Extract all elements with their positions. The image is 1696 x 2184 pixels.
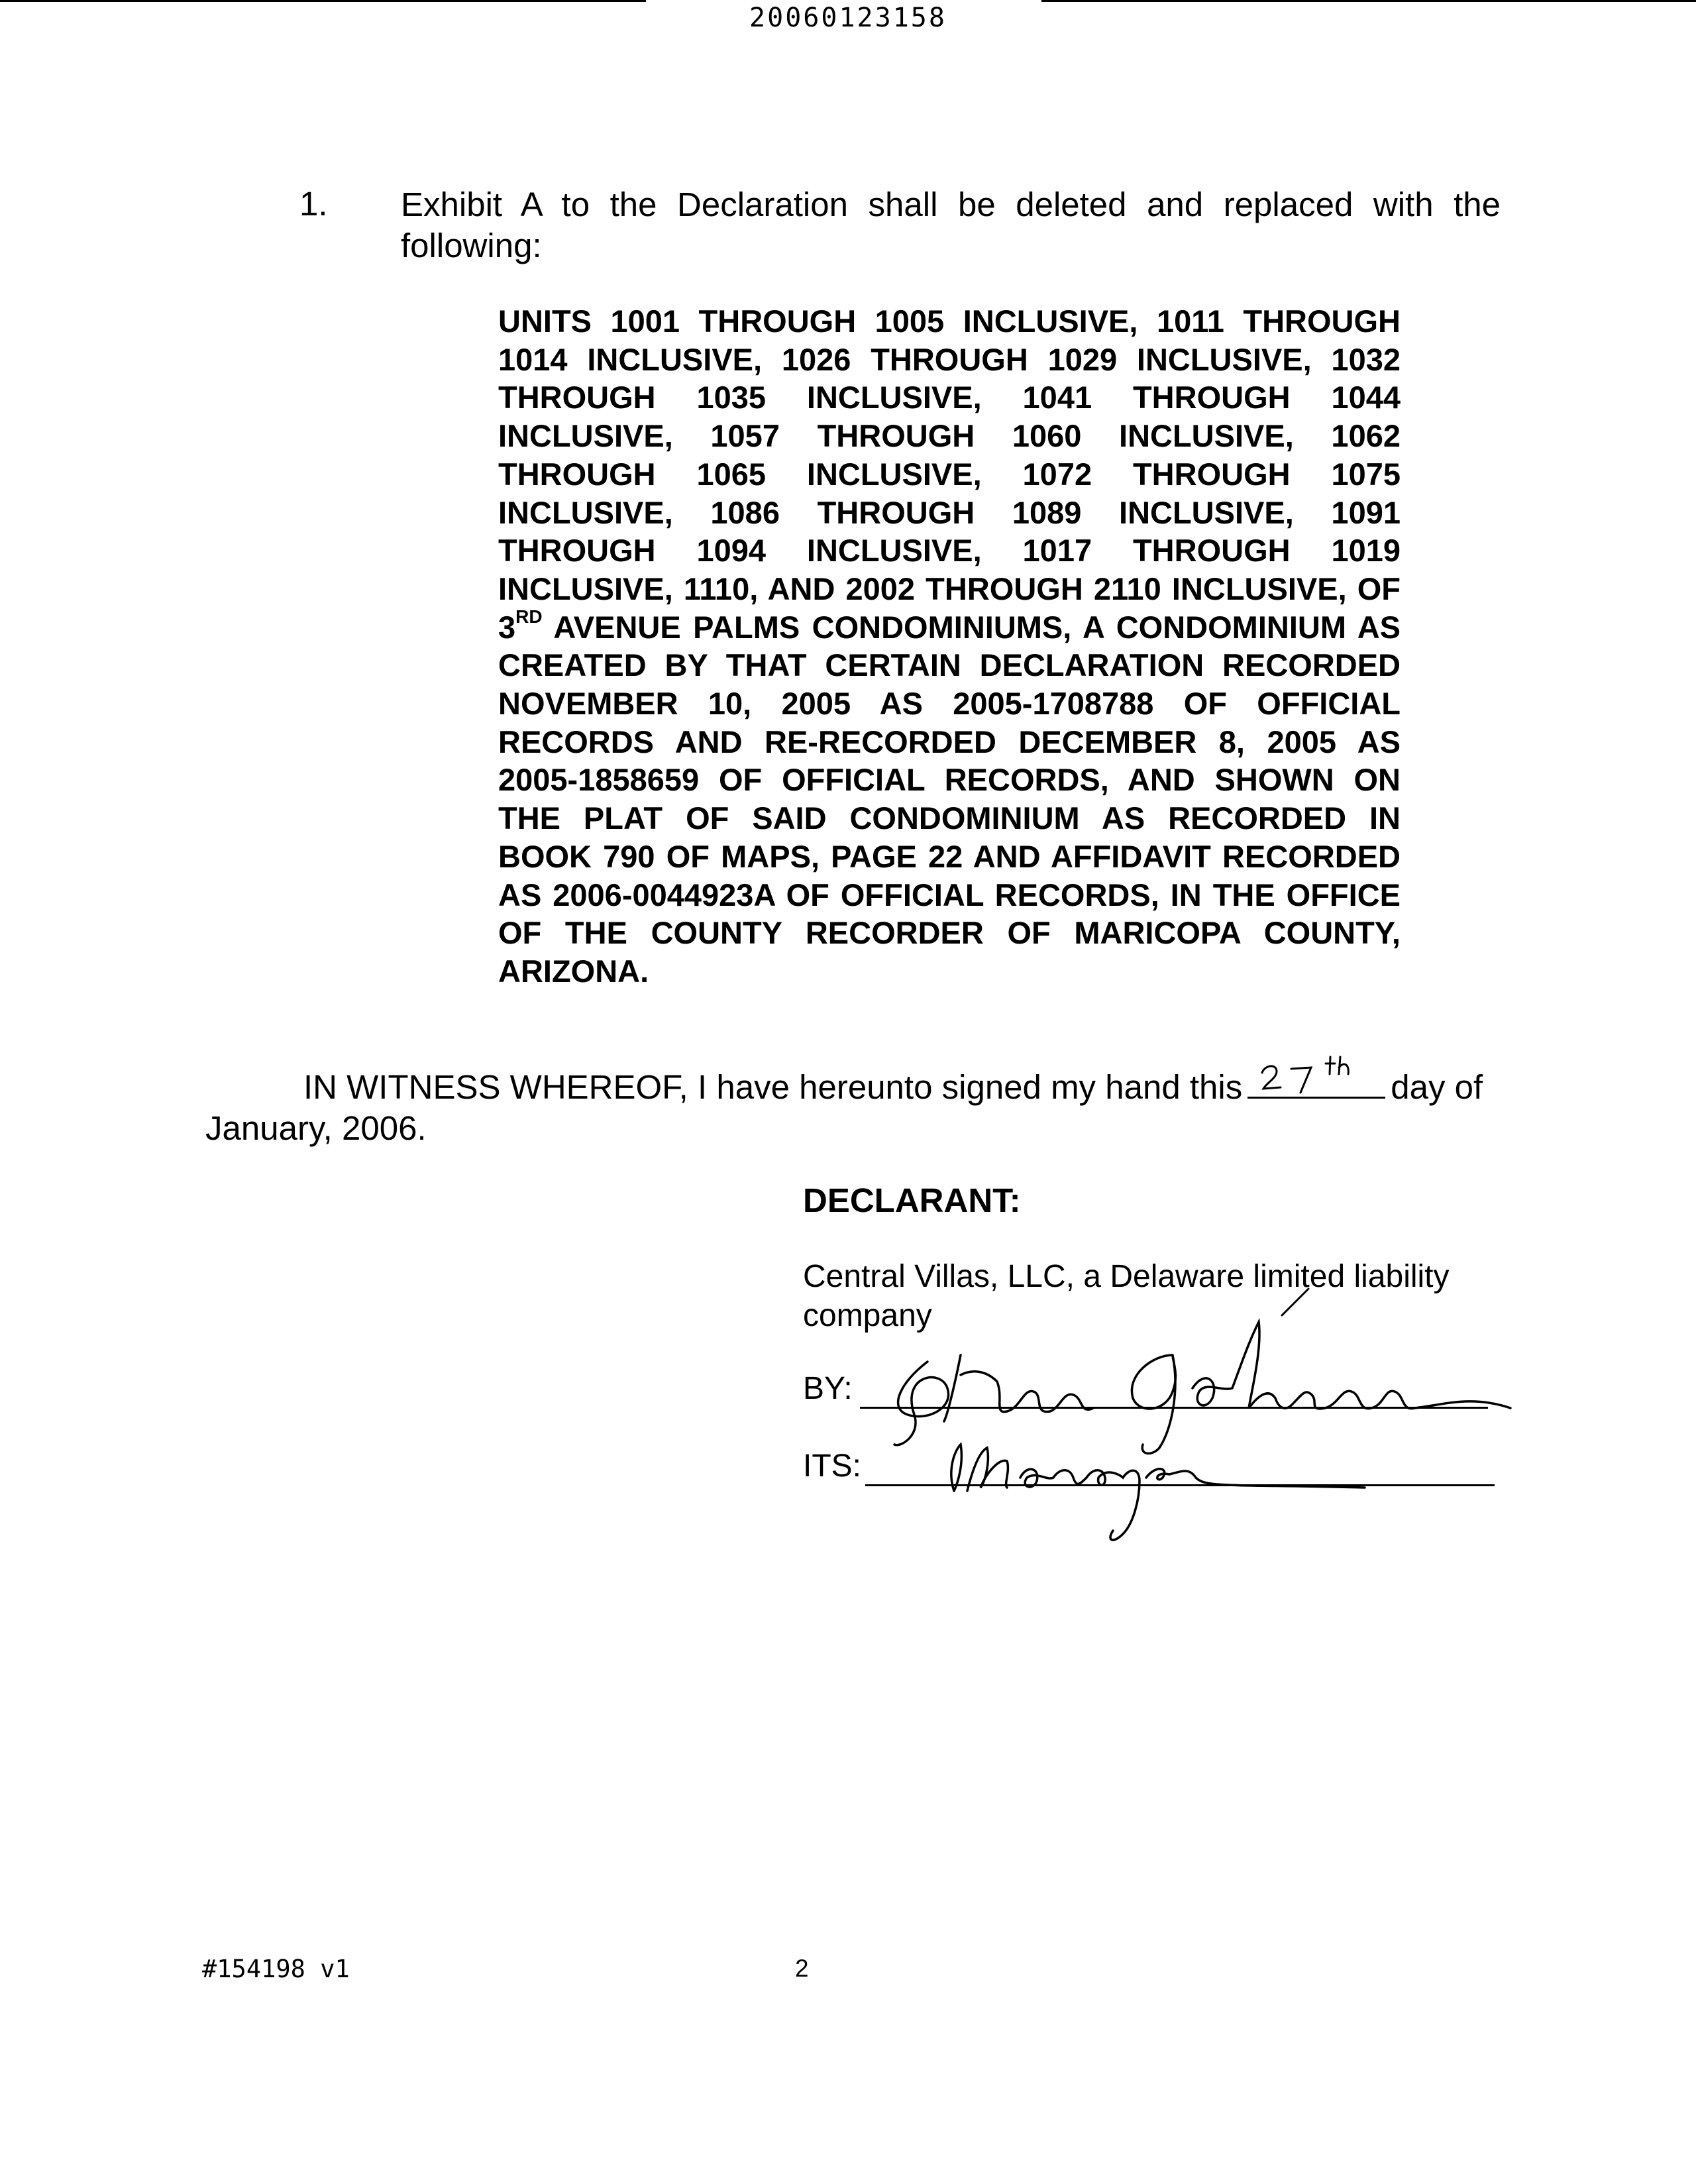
legal-description	[498, 302, 1401, 991]
witness-text-before: IN WITNESS WHEREOF, I have hereunto signed my hand this	[303, 1068, 1243, 1106]
item-intro: Exhibit A to the Declaration shall be deleted and replaced with the following:	[401, 186, 1501, 264]
entity-description: Central Villas, LLC, a Delaware limited liability company	[803, 1259, 1450, 1333]
footer-document-id: #154198 v1	[202, 1955, 350, 1983]
legal-description-part-1: UNITS 1001 THROUGH 1005 INCLUSIVE, 1011 THROUGH 1014 INCLUSIVE, 1026 THROUGH 1029 INCLUSIVE, 1032 THROUGH 1035 INCLUSIVE, 1041 THROUGH 1044 INCLUSIVE, 1057 THROUGH 1060 INCLUSIVE, 1062 THROUGH 1065 INCLUSIVE, 1072 THROUGH 1075 INCLUSIVE, 1086 THROUGH 1089 INCLUSIVE, 1091 THROUGH 1094 INCLUSIVE, 1017 THROUGH 1019 INCLUSIVE, 1110, AND 2002 THROUGH 2110 INCLUSIVE, OF 3	[498, 303, 1401, 645]
witness-clause	[205, 1062, 1504, 1149]
recording-number: 20060123158	[749, 3, 947, 33]
its-label: ITS:	[803, 1448, 862, 1484]
legal-description-part-2: AVENUE PALMS CONDOMINIUMS, A CONDOMINIUM AS CREATED BY THAT CERTAIN DECLARATION RECORDED NOVEMBER 10, 2005 AS 2005-1708788 OF OFFICIAL RECORDS AND RE-RECORDED DECEMBER 8, 2005 AS 2005-1858659 OF OFFICIAL RECORDS, AND SHOWN ON THE PLAT OF SAID CONDOMINIUM AS RECORDED IN BOOK 790 OF MAPS, PAGE 22 AND AFFIDAVIT RECORDED AS 2006-0044923A OF OFFICIAL RECORDS, IN THE OFFICE OF THE COUNTY RECORDER OF MARICOPA COUNTY, ARIZONA.	[498, 609, 1401, 989]
handwritten-day	[1247, 1049, 1387, 1095]
top-rule-right	[1041, 0, 1696, 2]
page-number: 2	[795, 1955, 809, 1982]
top-rule-left	[0, 0, 646, 2]
ordinal-superscript: RD	[515, 606, 543, 627]
day-blank	[1247, 1062, 1385, 1099]
item-number: 1.	[299, 185, 328, 223]
witness-text-after: day of January, 2006.	[205, 1068, 1483, 1147]
declarant-heading: DECLARANT:	[803, 1181, 1021, 1219]
by-label: BY:	[803, 1371, 853, 1406]
handwritten-title	[928, 1425, 1391, 1557]
